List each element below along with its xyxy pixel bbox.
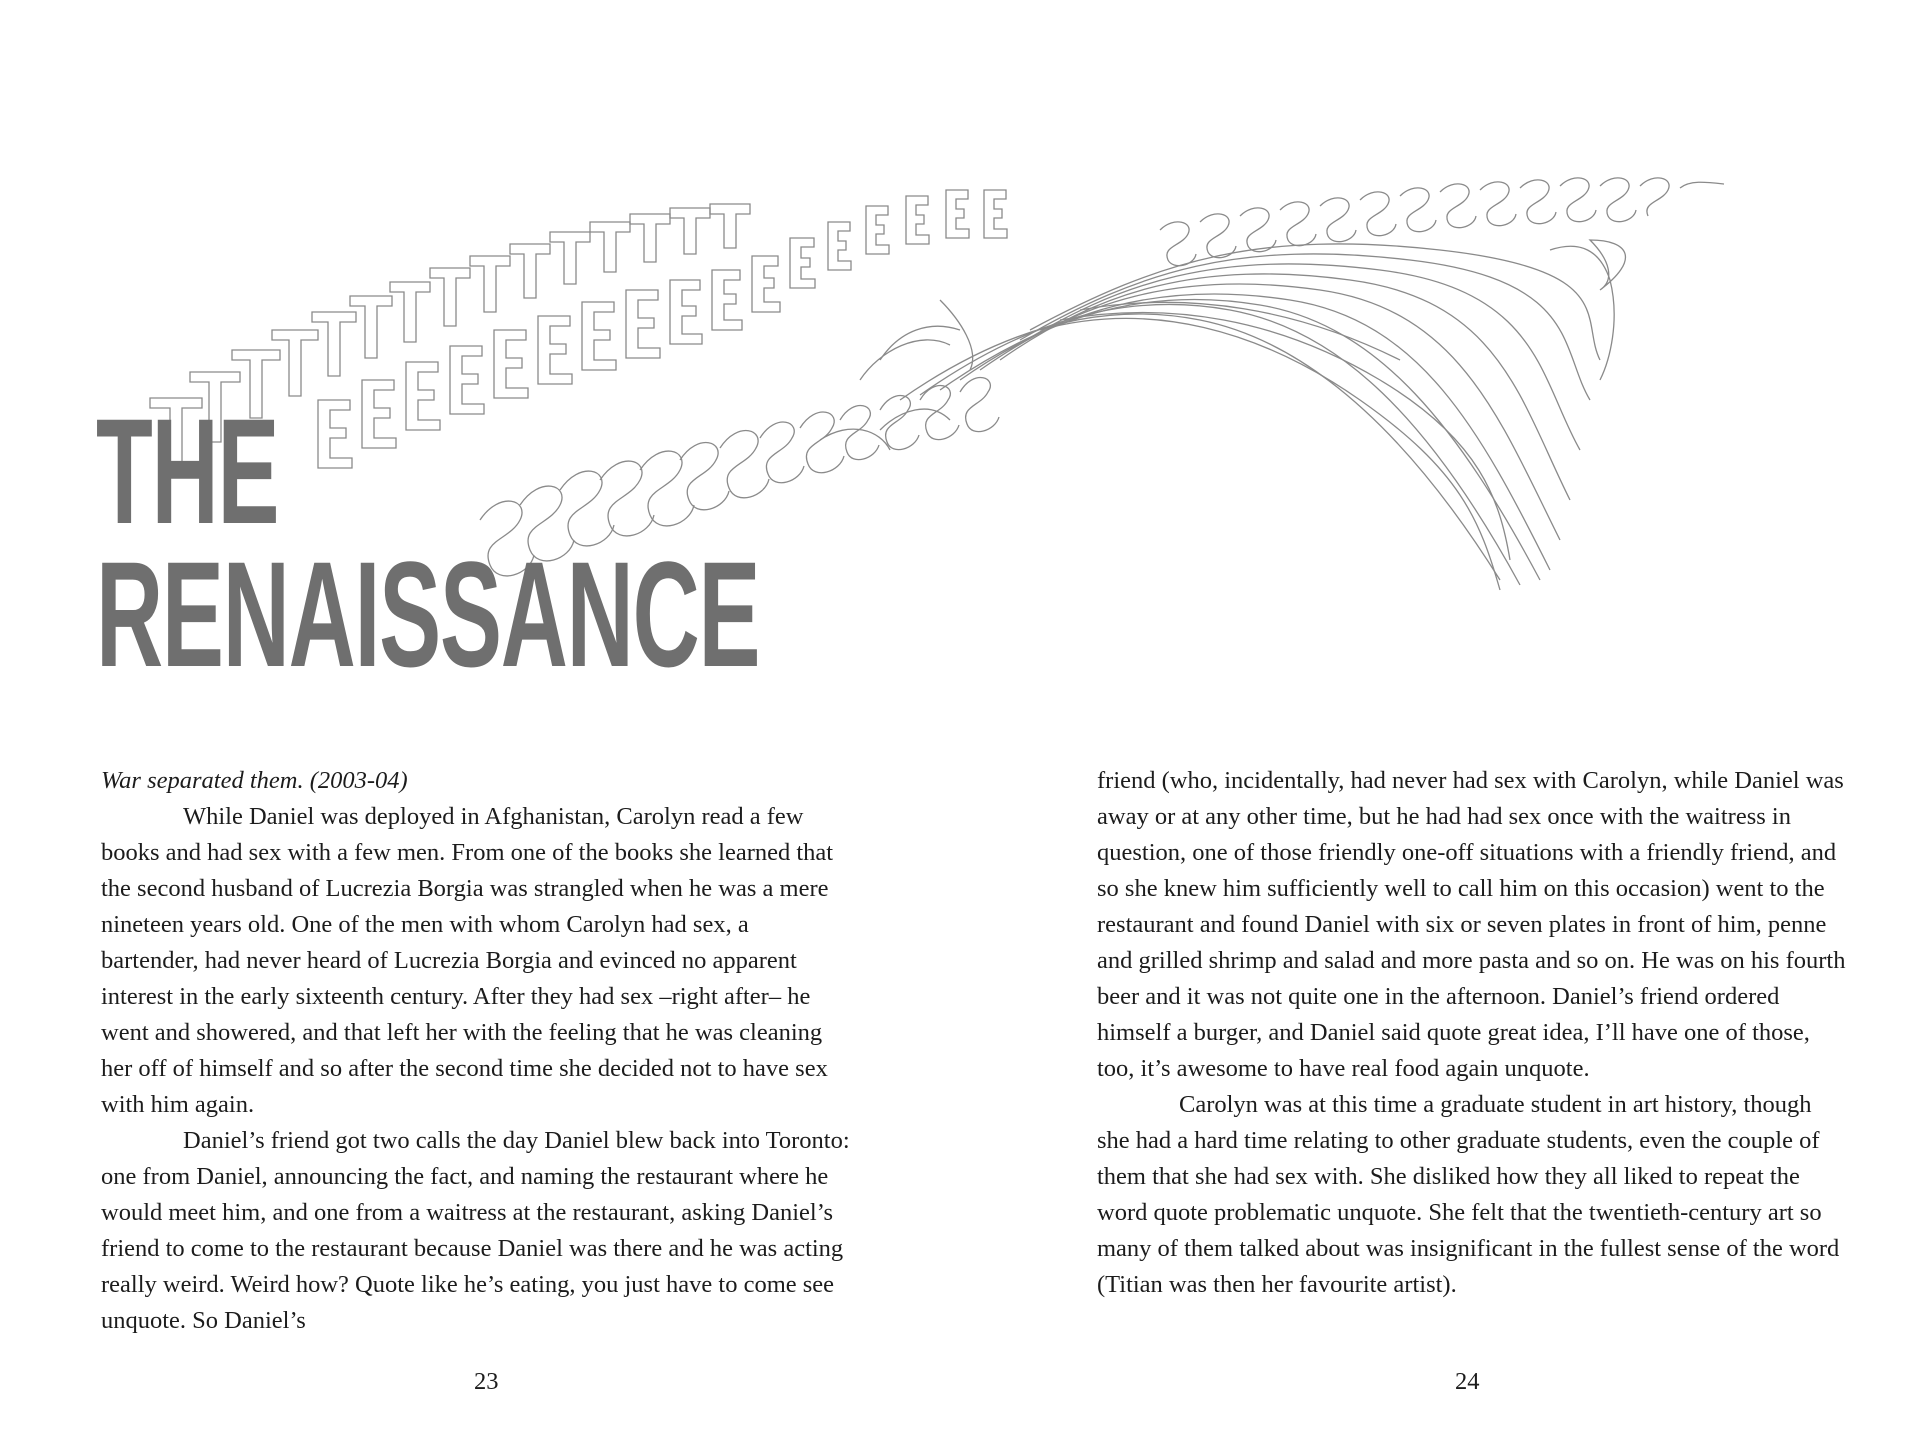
paragraph: Carolyn was at this time a graduate student in art history, though she had a hard time relating to other graduate students, even the couple of them that she had sex with. She disliked how they all liked to repeat the word quote problematic unquote. She felt that the twentieth-century art so many of them talked about was insignificant in the fullest sense of the word (Titian was then her favourite artist). [1097, 1091, 1840, 1298]
left-page-body [101, 763, 851, 1339]
right-page [960, 0, 1920, 1440]
paragraph: friend (who, incidentally, had never had sex with Carolyn, while Daniel was away or at any other time, but he had had sex once with the waitress in question, one of those friendly one-off situations with a friendly friend, and so she knew him sufficiently well to call him on this occasion) went to the restaurant and found Daniel with six or seven plates in front of him, penne and grilled shrimp and salad and more pasta and so on. He was on his fourth beer and it was not quite one in the afternoon. Daniel’s friend ordered himself a burger, and Daniel said quote great idea, I’ll have one of those, too, it’s awesome to have real food again unquote. [1097, 767, 1846, 1082]
page-number-left: 23 [474, 1368, 499, 1395]
epigraph: War separated them. (2003-04) [101, 767, 408, 794]
page-number-right: 24 [1455, 1368, 1480, 1395]
paragraph: Daniel’s friend got two calls the day Daniel blew back into Toronto: one from Daniel, announcing the fact, and naming the restaurant where he would meet him, and one from a waitress at the restaurant, asking Daniel’s friend to come to the restaurant because Daniel was there and he was acting really weird. Weird how? Quote like he’s eating, you just have to come see unquote. So Daniel’s [101, 1127, 850, 1334]
paragraph: While Daniel was deployed in Afghanistan, Carolyn read a few books and had sex with a few men. From one of the books she learned that the second husband of Lucrezia Borgia was strangled when he was a mere nineteen years old. One of the men with whom Carolyn had sex, a bartender, had never heard of Lucrezia Borgia and evinced no apparent interest in the early sixteenth century. After they had sex –right after– he went and showered, and that left her with the feeling that he was cleaning her off of himself and so after the second time she decided not to have sex with him again. [101, 803, 834, 1118]
right-page-body [1097, 763, 1847, 1303]
chapter-title-line-1: THE [96, 387, 279, 555]
chapter-title-line-2: RENAISSANCE [96, 529, 760, 698]
